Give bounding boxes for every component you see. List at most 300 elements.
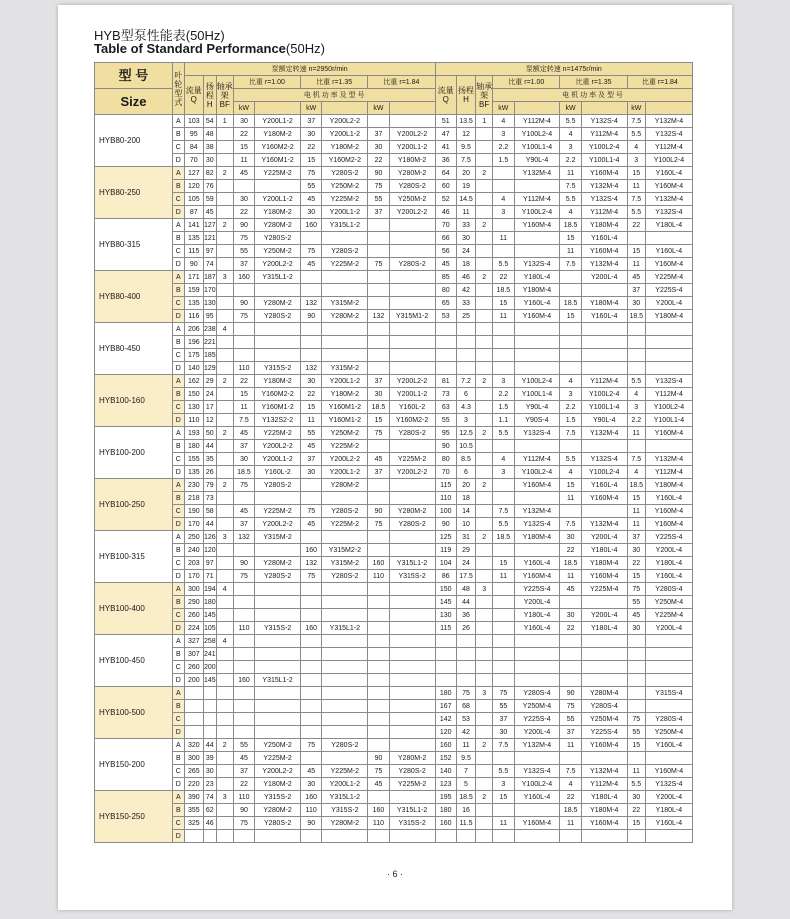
impeller-cell: C	[172, 505, 184, 518]
data-cell	[233, 713, 254, 726]
data-cell: 19	[456, 180, 475, 193]
data-cell: 45	[301, 258, 322, 271]
impeller-cell: C	[172, 193, 184, 206]
data-cell: Y280S-2	[255, 310, 301, 323]
data-cell	[456, 635, 475, 648]
data-cell: Y225M-2	[255, 167, 301, 180]
data-cell	[581, 752, 627, 765]
data-cell: Y180M-4	[645, 479, 692, 492]
data-cell: 4	[493, 115, 514, 128]
data-cell: Y315M-2	[322, 557, 368, 570]
data-cell: Y132M-4	[581, 180, 627, 193]
data-cell	[322, 349, 368, 362]
model-cell: HYB80-250	[95, 167, 173, 219]
data-cell: 45	[233, 752, 254, 765]
data-cell: Y200L1-2	[322, 375, 368, 388]
data-cell	[627, 336, 645, 349]
table-row	[95, 700, 693, 713]
data-cell	[216, 206, 233, 219]
impeller-cell: B	[172, 492, 184, 505]
data-cell: 3	[493, 778, 514, 791]
data-cell: Y280S-2	[389, 518, 435, 531]
data-cell: 7.5	[560, 258, 581, 271]
data-cell: 11.5	[456, 817, 475, 830]
data-cell	[216, 557, 233, 570]
data-cell	[184, 700, 203, 713]
data-cell: 130	[203, 297, 216, 310]
data-cell: 2	[476, 219, 493, 232]
data-cell	[216, 128, 233, 141]
data-cell: Y280S-2	[255, 817, 301, 830]
data-cell: Y132S-4	[645, 375, 692, 388]
impeller-cell: D	[172, 570, 184, 583]
data-cell: 11	[627, 427, 645, 440]
data-cell: 116	[184, 310, 203, 323]
data-cell	[389, 271, 435, 284]
data-cell: 3	[216, 791, 233, 804]
data-cell: Y200L2-2	[389, 206, 435, 219]
table-row	[95, 531, 693, 544]
data-cell: 30	[203, 154, 216, 167]
data-cell	[301, 674, 322, 687]
data-cell	[476, 323, 493, 336]
table-row	[95, 661, 693, 674]
data-cell: 11	[560, 167, 581, 180]
data-cell: Y160M2-2	[322, 154, 368, 167]
data-cell: 45	[233, 167, 254, 180]
table-row	[95, 817, 693, 830]
data-cell: 110	[368, 570, 389, 583]
data-cell: Y280S-2	[389, 258, 435, 271]
data-cell	[435, 830, 456, 843]
data-cell: 2.2	[560, 401, 581, 414]
data-cell	[560, 674, 581, 687]
data-cell: 37	[301, 453, 322, 466]
data-cell	[301, 323, 322, 336]
data-cell: Y315M-2	[322, 297, 368, 310]
data-cell: 2	[216, 219, 233, 232]
data-cell	[301, 284, 322, 297]
data-cell: 15	[627, 817, 645, 830]
data-cell: 11	[233, 154, 254, 167]
data-cell: Y315S-2	[255, 622, 301, 635]
title-en-text: Table of Standard Performance	[94, 41, 286, 56]
data-cell	[476, 817, 493, 830]
data-cell: 75	[627, 583, 645, 596]
table-row	[95, 453, 693, 466]
data-cell: 18.5	[493, 284, 514, 297]
data-cell: 9.5	[456, 141, 475, 154]
data-cell	[476, 726, 493, 739]
data-cell	[216, 804, 233, 817]
data-cell	[368, 830, 389, 843]
table-row	[95, 206, 693, 219]
table-row	[95, 609, 693, 622]
data-cell: Y225M-2	[389, 778, 435, 791]
data-cell: 110	[233, 622, 254, 635]
data-cell	[476, 713, 493, 726]
data-cell: 135	[184, 297, 203, 310]
data-cell	[627, 349, 645, 362]
data-cell	[216, 544, 233, 557]
data-cell: 115	[435, 479, 456, 492]
data-cell	[493, 661, 514, 674]
impeller-cell: B	[172, 440, 184, 453]
data-cell: 73	[203, 492, 216, 505]
data-cell: 15	[560, 310, 581, 323]
impeller-cell: A	[172, 375, 184, 388]
kw-header: kW	[233, 102, 254, 115]
data-cell: 51	[435, 115, 456, 128]
title-cn-text: HYB型泵性能表	[94, 28, 186, 43]
data-cell: 159	[184, 284, 203, 297]
data-cell: 30	[368, 141, 389, 154]
data-cell: 4	[560, 128, 581, 141]
page-number: · 6 ·	[386, 869, 403, 879]
data-cell: Y280S-2	[322, 570, 368, 583]
table-row	[95, 258, 693, 271]
data-cell: 6	[456, 388, 475, 401]
data-cell	[233, 726, 254, 739]
impeller-cell: B	[172, 232, 184, 245]
data-cell: 90	[368, 505, 389, 518]
data-cell	[645, 830, 692, 843]
data-cell: Y225M-2	[322, 518, 368, 531]
data-cell	[476, 492, 493, 505]
data-cell: Y180M-4	[581, 297, 627, 310]
data-cell: Y225M-2	[255, 505, 301, 518]
data-cell	[233, 609, 254, 622]
data-cell: 22	[233, 778, 254, 791]
data-cell: 238	[203, 323, 216, 336]
data-cell: 7.5	[233, 414, 254, 427]
data-cell: Y200L-4	[514, 726, 560, 739]
impeller-cell: A	[172, 479, 184, 492]
data-cell: Y90S-4	[514, 414, 560, 427]
kw-header-2: kW	[560, 102, 581, 115]
impeller-cell: B	[172, 648, 184, 661]
head-header-2: 扬程H	[456, 76, 475, 115]
data-cell	[476, 453, 493, 466]
data-cell: 160	[301, 622, 322, 635]
table-header	[95, 63, 693, 115]
data-cell	[389, 791, 435, 804]
impeller-cell: C	[172, 713, 184, 726]
data-cell	[368, 726, 389, 739]
data-cell: 193	[184, 427, 203, 440]
data-cell: 44	[456, 596, 475, 609]
data-cell	[476, 310, 493, 323]
data-cell: 162	[184, 375, 203, 388]
data-cell: 30	[627, 622, 645, 635]
data-cell: Y225M-2	[255, 427, 301, 440]
data-cell: 5	[456, 778, 475, 791]
data-cell: Y250M-2	[322, 427, 368, 440]
data-cell	[216, 388, 233, 401]
model-cell: HYB100-500	[95, 687, 173, 739]
data-cell: 265	[184, 765, 203, 778]
impeller-cell: D	[172, 778, 184, 791]
data-cell	[216, 713, 233, 726]
impeller-header: 叶轮型式	[172, 63, 184, 115]
data-cell	[233, 648, 254, 661]
data-cell: Y160M1-2	[255, 401, 301, 414]
data-cell	[493, 323, 514, 336]
data-cell: 152	[435, 752, 456, 765]
data-cell	[627, 648, 645, 661]
data-cell: Y280S-4	[645, 583, 692, 596]
data-cell: 50	[203, 427, 216, 440]
data-cell: Y225M-4	[645, 271, 692, 284]
data-cell	[476, 804, 493, 817]
data-cell: 230	[184, 479, 203, 492]
model-cell: HYB100-250	[95, 479, 173, 531]
data-cell: 81	[435, 375, 456, 388]
data-cell: 74	[203, 258, 216, 271]
data-cell: 44	[203, 518, 216, 531]
data-cell: 15	[627, 739, 645, 752]
data-cell	[493, 219, 514, 232]
data-cell	[581, 349, 627, 362]
table-row	[95, 154, 693, 167]
data-cell: 2	[216, 479, 233, 492]
data-cell	[184, 726, 203, 739]
data-cell: Y180M-2	[389, 154, 435, 167]
impeller-cell: A	[172, 427, 184, 440]
table-row	[95, 245, 693, 258]
data-cell: 180	[435, 804, 456, 817]
data-cell: Y160M-4	[514, 817, 560, 830]
data-cell: 55	[435, 414, 456, 427]
data-cell: 86	[435, 570, 456, 583]
data-cell: Y250M-2	[389, 193, 435, 206]
data-cell: 55	[560, 713, 581, 726]
data-cell: Y250M-4	[645, 596, 692, 609]
data-cell: 46	[456, 271, 475, 284]
model-cell: HYB80-400	[95, 271, 173, 323]
data-cell: Y280M-2	[255, 804, 301, 817]
data-cell: 132	[368, 310, 389, 323]
data-cell: 33	[456, 219, 475, 232]
data-cell: 140	[435, 765, 456, 778]
data-cell	[645, 362, 692, 375]
data-cell: 115	[184, 245, 203, 258]
data-cell	[184, 687, 203, 700]
data-cell	[322, 596, 368, 609]
data-cell: 37	[368, 375, 389, 388]
table-row	[95, 765, 693, 778]
data-cell: Y160M2-2	[255, 141, 301, 154]
data-cell: Y200L2-2	[322, 453, 368, 466]
data-cell: 75	[301, 245, 322, 258]
data-cell	[322, 687, 368, 700]
data-cell	[476, 414, 493, 427]
data-cell: 175	[184, 349, 203, 362]
data-cell: Y200L1-2	[322, 778, 368, 791]
data-cell: 75	[233, 817, 254, 830]
data-cell	[216, 778, 233, 791]
data-cell: Y100L1-4	[581, 154, 627, 167]
data-cell	[233, 180, 254, 193]
table-row	[95, 687, 693, 700]
data-cell: 70	[435, 466, 456, 479]
data-cell	[560, 648, 581, 661]
data-cell	[368, 661, 389, 674]
data-cell: 325	[184, 817, 203, 830]
data-cell	[560, 362, 581, 375]
data-cell: Y180M-2	[255, 128, 301, 141]
data-cell: 180	[435, 687, 456, 700]
data-cell	[581, 830, 627, 843]
data-cell	[368, 271, 389, 284]
table-row	[95, 648, 693, 661]
data-cell: Y160M-4	[645, 765, 692, 778]
impeller-cell: A	[172, 687, 184, 700]
data-cell: 7.5	[627, 193, 645, 206]
impeller-cell: D	[172, 206, 184, 219]
data-cell: Y132S-4	[514, 518, 560, 531]
impeller-cell: D	[172, 622, 184, 635]
data-cell: Y160M-4	[581, 492, 627, 505]
data-cell	[493, 349, 514, 362]
data-cell: Y280S-2	[255, 570, 301, 583]
data-cell	[203, 830, 216, 843]
data-cell	[389, 245, 435, 258]
data-cell: Y250M-2	[255, 245, 301, 258]
data-cell: 132	[301, 297, 322, 310]
data-cell	[216, 687, 233, 700]
data-cell	[233, 830, 254, 843]
data-cell	[216, 193, 233, 206]
data-cell: Y90L-4	[514, 401, 560, 414]
data-cell: Y132M-4	[645, 193, 692, 206]
data-cell: 75	[493, 687, 514, 700]
impeller-cell: B	[172, 180, 184, 193]
data-cell: 18	[456, 258, 475, 271]
table-row	[95, 388, 693, 401]
head-header: 扬程H	[203, 76, 216, 115]
data-cell	[322, 284, 368, 297]
data-cell	[389, 531, 435, 544]
data-cell	[216, 284, 233, 297]
data-cell: 75	[233, 310, 254, 323]
data-cell: Y250M-4	[645, 726, 692, 739]
data-cell: Y160L-4	[645, 167, 692, 180]
data-cell: 390	[184, 791, 203, 804]
data-cell: 37	[368, 206, 389, 219]
data-cell: Y132S-4	[645, 778, 692, 791]
data-cell: 30	[560, 531, 581, 544]
data-cell	[476, 297, 493, 310]
data-cell: 160	[435, 739, 456, 752]
data-cell: 150	[184, 388, 203, 401]
impeller-cell: C	[172, 401, 184, 414]
data-cell	[216, 648, 233, 661]
data-cell: Y132M-4	[514, 739, 560, 752]
data-cell	[476, 388, 493, 401]
data-cell: Y100L2-4	[514, 375, 560, 388]
data-cell: Y225M-4	[645, 609, 692, 622]
data-cell	[493, 440, 514, 453]
flow-header-2: 流量Q	[435, 76, 456, 115]
data-cell: 170	[184, 570, 203, 583]
data-cell: 110	[368, 817, 389, 830]
data-cell	[389, 700, 435, 713]
data-cell: 56	[435, 245, 456, 258]
data-cell	[514, 349, 560, 362]
data-cell	[301, 661, 322, 674]
data-cell: 33	[456, 297, 475, 310]
data-cell: 18.5	[627, 310, 645, 323]
data-cell: 160	[368, 557, 389, 570]
data-cell: 15	[233, 141, 254, 154]
data-cell	[322, 583, 368, 596]
data-cell	[233, 349, 254, 362]
data-cell: 203	[184, 557, 203, 570]
data-cell: 5.5	[560, 115, 581, 128]
data-cell: 206	[184, 323, 203, 336]
data-cell: 75	[368, 258, 389, 271]
data-cell: Y160L-4	[514, 622, 560, 635]
data-cell: 90	[560, 687, 581, 700]
impeller-cell: A	[172, 115, 184, 128]
data-cell: 11	[627, 258, 645, 271]
model-cell: HYB150-250	[95, 791, 173, 843]
data-cell: Y200L2-2	[389, 128, 435, 141]
data-cell: 7.5	[560, 765, 581, 778]
data-cell: 5.5	[493, 765, 514, 778]
data-cell: 22	[627, 219, 645, 232]
data-cell: 75	[368, 765, 389, 778]
data-cell: 240	[184, 544, 203, 557]
data-cell: 23	[203, 778, 216, 791]
data-cell: 37	[233, 440, 254, 453]
model-header-en: Size	[95, 89, 173, 115]
data-cell: 68	[456, 700, 475, 713]
data-cell	[203, 713, 216, 726]
data-cell: 45	[627, 609, 645, 622]
data-cell	[581, 362, 627, 375]
data-cell	[476, 830, 493, 843]
data-cell: 75	[456, 687, 475, 700]
data-cell: 15	[301, 154, 322, 167]
data-cell	[233, 596, 254, 609]
data-cell: 3	[627, 154, 645, 167]
data-cell	[216, 440, 233, 453]
data-cell	[476, 505, 493, 518]
data-cell	[476, 622, 493, 635]
data-cell	[233, 700, 254, 713]
data-cell: 60	[435, 180, 456, 193]
data-cell	[435, 648, 456, 661]
data-cell	[233, 492, 254, 505]
data-cell	[322, 661, 368, 674]
data-cell: Y200L2-2	[255, 440, 301, 453]
data-cell	[301, 752, 322, 765]
data-cell: Y200L1-2	[255, 453, 301, 466]
data-cell: 2	[476, 531, 493, 544]
data-cell	[389, 713, 435, 726]
data-cell: 180	[184, 440, 203, 453]
data-cell: 17.5	[456, 570, 475, 583]
data-cell: 71	[203, 570, 216, 583]
data-cell	[389, 284, 435, 297]
data-cell	[435, 323, 456, 336]
data-cell	[368, 440, 389, 453]
data-cell: 30	[233, 115, 254, 128]
data-cell: 29	[456, 544, 475, 557]
data-cell	[627, 323, 645, 336]
